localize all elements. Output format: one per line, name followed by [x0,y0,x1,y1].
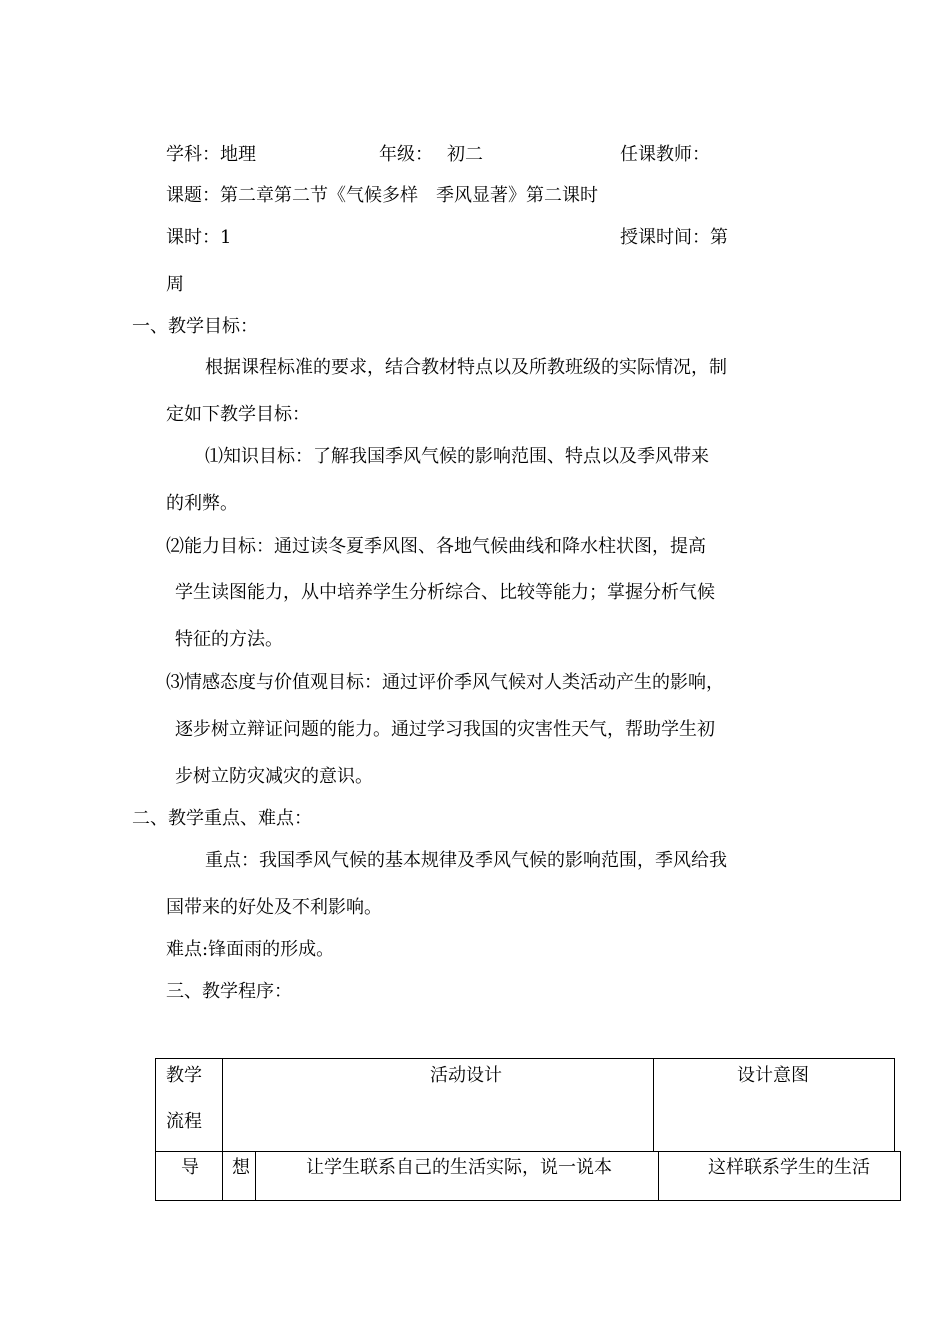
teach-time-label: 授课时间：第 [620,227,728,248]
table-row1-activity [255,1151,659,1201]
key-point-line2: 国带来的好处及不利影响。 [166,897,382,918]
teacher-label: 任课教师： [620,144,710,165]
goal3-line2: 逐步树立辩证问题的能力。通过学习我国的灾害性天气，帮助学生初 [175,719,715,740]
table-header-intent-label: 设计意图 [737,1065,809,1086]
table-row1-stage-text: 导 [181,1157,199,1178]
goal3-line1: ⑶情感态度与价值观目标：通过评价季风气候对人类活动产生的影响， [166,672,724,693]
table-header-activity-label: 活动设计 [430,1065,502,1086]
goal1-line1: ⑴知识目标：了解我国季风气候的影响范围、特点以及季风带来 [205,446,709,467]
key-point-line1: 重点：我国季风气候的基本规律及季风气候的影响范围，季风给我 [205,850,727,871]
goal3-line3: 步树立防灾减灾的意识。 [175,766,373,787]
table-header-flow-line1: 教学 [166,1065,202,1086]
week-label: 周 [166,274,184,295]
table-header-flow [155,1058,223,1152]
section1-intro-line2: 定如下教学目标： [166,404,310,425]
table-row1-stage [155,1151,223,1201]
section1-intro-line1: 根据课程标准的要求，结合教材特点以及所教班级的实际情况，制 [205,357,727,378]
grade-label: 年级： [379,144,433,165]
table-row1-intent [658,1151,901,1201]
table-row1-step-text: 想 [232,1157,250,1178]
goal2-line1: ⑵能力目标：通过读冬夏季风图、各地气候曲线和降水柱状图，提高 [166,536,706,557]
section3-heading: 三、教学程序： [166,981,292,1002]
subject-label: 学科：地理 [166,144,256,165]
difficult-point: 难点:锋面雨的形成。 [166,939,335,960]
topic-line: 课题：第二章第二节《气候多样 季风显著》第二课时 [166,185,598,206]
grade-value: 初二 [447,144,483,165]
table-row1-activity-text: 让学生联系自己的生活实际，说一说本 [306,1157,612,1178]
table-row1-step [222,1151,256,1201]
section1-heading: 一、教学目标： [132,316,258,337]
table-header-intent [653,1058,895,1152]
section2-heading: 二、教学重点、难点： [132,808,312,829]
table-header-flow-line2: 流程 [166,1111,202,1132]
goal1-line2: 的利弊。 [166,493,238,514]
hours-line: 课时：1 [166,227,232,248]
goal2-line3: 特征的方法。 [175,629,283,650]
goal2-line2: 学生读图能力，从中培养学生分析综合、比较等能力；掌握分析气候 [175,582,715,603]
table-row1-intent-text: 这样联系学生的生活 [708,1157,870,1178]
table-header-activity [222,1058,654,1152]
